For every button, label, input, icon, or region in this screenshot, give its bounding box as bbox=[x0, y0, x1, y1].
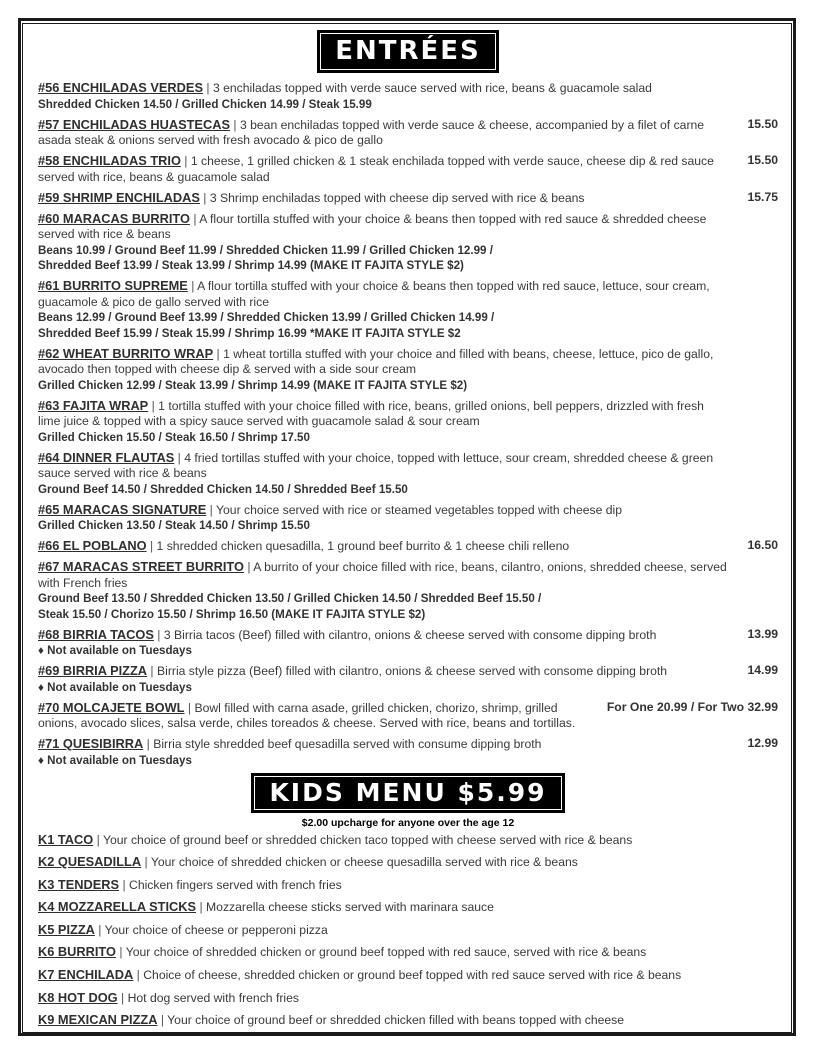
kids-item bbox=[38, 944, 778, 960]
kids-item-description: Chicken fingers served with french fries bbox=[129, 877, 342, 892]
entree-item bbox=[38, 153, 778, 185]
kids-item-name: K6 BURRITO bbox=[38, 944, 116, 960]
entree-price-line: Ground Beef 14.50 / Shredded Chicken 14.50 / Shredded Beef 15.50 bbox=[38, 482, 408, 496]
entree-item bbox=[38, 538, 778, 555]
entree-price-line: Shredded Beef 13.99 / Steak 13.99 / Shrimp 14.99 (MAKE IT FAJITA STYLE $2) bbox=[38, 259, 464, 272]
menu-page bbox=[38, 30, 778, 1035]
entree-price: 12.99 bbox=[747, 736, 778, 750]
kids-item-name: K1 TACO bbox=[38, 831, 94, 847]
kids-banner bbox=[38, 773, 778, 813]
kids-upcharge-note: $2.00 upcharge for anyone over the age 12 bbox=[301, 816, 515, 829]
kids-item-name: K4 MOZZARELLA STICKS bbox=[38, 899, 197, 915]
entree-price-line: ♦ Not available on Tuesdays bbox=[38, 753, 192, 767]
entree-price: 15.50 bbox=[747, 153, 778, 167]
entree-description: 1 shredded chicken quesadilla, 1 ground beef burrito & 1 cheese chili relleno bbox=[156, 539, 570, 553]
separator: | bbox=[187, 279, 198, 293]
separator: | bbox=[133, 968, 144, 983]
entree-price-line: Shredded Chicken 14.50 / Grilled Chicken 14.99 / Steak 15.99 bbox=[38, 97, 372, 111]
separator: | bbox=[93, 832, 103, 847]
kids-item-name: K5 PIZZA bbox=[38, 921, 95, 937]
separator: | bbox=[202, 81, 213, 95]
entree-item bbox=[38, 190, 778, 207]
separator: | bbox=[141, 855, 151, 870]
kids-item bbox=[38, 967, 778, 983]
entrees-list bbox=[38, 80, 778, 768]
entree-item bbox=[38, 663, 778, 695]
entree-name: #71 QUESIBIRRA bbox=[38, 736, 144, 751]
separator: | bbox=[213, 346, 224, 361]
separator: | bbox=[180, 154, 191, 168]
kids-item-description: Your choice of ground beef or shredded chicken filled with beans topped with cheese bbox=[167, 1013, 625, 1028]
separator: | bbox=[230, 117, 240, 132]
kids-item bbox=[38, 854, 778, 870]
entree-description: A flour tortilla stuffed with your choice & beans then topped with red sauce & shredded cheese served with rice & beans bbox=[38, 211, 707, 241]
entree-name: #57 ENCHILADAS HUASTECAS bbox=[38, 116, 230, 132]
entrees-title: ENTRÉES bbox=[317, 30, 499, 73]
entree-name: #56 ENCHILADAS VERDES bbox=[38, 80, 203, 95]
entree-price-line: Beans 12.99 / Ground Beef 13.99 / Shredded Chicken 13.99 / Grilled Chicken 14.99 / bbox=[38, 311, 495, 324]
separator: | bbox=[115, 945, 126, 960]
separator: | bbox=[196, 900, 207, 915]
entree-price: 14.99 bbox=[747, 663, 778, 677]
entree-name: #68 BIRRIA TACOS bbox=[38, 626, 154, 642]
entree-item bbox=[38, 117, 778, 149]
entree-description: 3 bean enchiladas topped with verde sauce & cheese, accompanied by a filet of carne asada steak & onions served with fresh avocado & pico de gallo bbox=[38, 117, 705, 147]
entree-name: #63 FAJITA WRAP bbox=[38, 397, 149, 413]
kids-item-name: K2 QUESADILLA bbox=[38, 854, 142, 870]
entree-description: 3 Birria tacos (Beef) filled with cilantro, onions & cheese served with consome dipping broth bbox=[163, 627, 657, 642]
entree-name: #61 BURRITO SUPREME bbox=[38, 278, 188, 293]
entree-item bbox=[38, 346, 778, 394]
separator: | bbox=[174, 450, 185, 465]
entree-name: #64 DINNER FLAUTAS bbox=[38, 449, 175, 465]
entree-description: Bowl filled with carna asade, grilled chicken, chorizo, shrimp, grilled onions, avocado slices, salsa verde, chiles toreados & cheese. Served with rice, beans and tortillas. bbox=[38, 700, 576, 730]
kids-item-description: Your choice of cheese or pepperoni pizza bbox=[104, 922, 328, 937]
entree-price: 13.99 bbox=[747, 626, 778, 641]
entree-description: A flour tortilla stuffed with your choice & beans then topped with red sauce, lettuce, sour cream, guacamole & pico de gallo served with rice bbox=[38, 279, 710, 309]
kids-item-description: Hot dog served with french fries bbox=[127, 990, 299, 1005]
separator: | bbox=[206, 502, 216, 517]
entree-name: #60 MARACAS BURRITO bbox=[38, 210, 190, 226]
kids-item bbox=[38, 877, 778, 893]
entree-description: 4 fried tortillas stuffed with your choice, topped with lettuce, sour cream, shredded cheese & green sauce served with rice & beans bbox=[38, 450, 714, 480]
kids-item-description: Mozzarella cheese sticks served with marinara sauce bbox=[206, 900, 494, 915]
separator: | bbox=[146, 539, 157, 553]
kids-item-name: K8 HOT DOG bbox=[38, 989, 118, 1005]
entree-price: 15.50 bbox=[747, 116, 778, 131]
entree-name: #65 MARACAS SIGNATURE bbox=[38, 501, 207, 517]
kids-title: KIDS MENU $5.99 bbox=[251, 773, 564, 813]
kids-item-description: Your choice of shredded chicken or ground beef topped with red sauce, served with rice & beans bbox=[125, 945, 647, 960]
separator: | bbox=[153, 627, 164, 642]
entree-item bbox=[38, 502, 778, 534]
entree-name: #66 EL POBLANO bbox=[38, 538, 147, 553]
separator: | bbox=[157, 1013, 168, 1028]
entree-item bbox=[38, 278, 778, 341]
entree-description: 3 enchiladas topped with verde sauce served with rice, beans & guacamole salad bbox=[212, 81, 652, 95]
kids-item bbox=[38, 832, 778, 848]
entree-item bbox=[38, 559, 778, 622]
entree-name: #58 ENCHILADAS TRIO bbox=[38, 153, 181, 168]
kids-list bbox=[38, 832, 778, 1029]
entree-price-line: ♦ Not available on Tuesdays bbox=[38, 680, 192, 694]
entree-name: #62 WHEAT BURRITO WRAP bbox=[38, 345, 214, 361]
kids-item-description: Your choice of ground beef or shredded chicken taco topped with cheese served with rice & beans bbox=[102, 832, 633, 847]
entree-description: A burrito of your choice filled with rice, beans, cilantro, onions, shredded cheese, served with French fries bbox=[38, 560, 727, 590]
entree-price-line: Shredded Beef 15.99 / Steak 15.99 / Shrimp 16.99 *MAKE IT FAJITA STYLE $2 bbox=[38, 326, 461, 340]
entree-price-line: Ground Beef 13.50 / Shredded Chicken 13.50 / Grilled Chicken 14.50 / Shredded Beef 15.50 / bbox=[38, 592, 542, 605]
entree-name: #69 BIRRIA PIZZA bbox=[38, 663, 148, 678]
separator: | bbox=[189, 211, 200, 226]
kids-item bbox=[38, 922, 778, 938]
separator: | bbox=[143, 737, 154, 751]
kids-item bbox=[38, 990, 778, 1006]
entree-description: 1 wheat tortilla stuffed with your choice and filled with beans, cheese, lettuce, pico de gallo, avocado then topped with cheese dip & served with a side sour cream bbox=[38, 346, 714, 376]
kids-item-name: K7 ENCHILADA bbox=[38, 967, 134, 983]
entree-price: 15.75 bbox=[747, 189, 778, 204]
entree-name: #70 MOLCAJETE BOWL bbox=[38, 699, 185, 715]
entree-description: 1 cheese, 1 grilled chicken & 1 steak enchilada topped with verde sauce, cheese dip & red sauce served with rice, beans & guacamole salad bbox=[38, 154, 714, 184]
entree-name: #67 MARACAS STREET BURRITO bbox=[38, 559, 244, 574]
entree-price: 16.50 bbox=[747, 538, 778, 552]
kids-item-name: K9 MEXICAN PIZZA bbox=[38, 1012, 158, 1028]
entree-price-line: Grilled Chicken 15.50 / Steak 16.50 / Shrimp 17.50 bbox=[38, 430, 310, 444]
separator: | bbox=[147, 664, 157, 678]
entree-item bbox=[38, 80, 778, 112]
entree-price-line: Beans 10.99 / Ground Beef 11.99 / Shredded Chicken 11.99 / Grilled Chicken 12.99 / bbox=[38, 243, 493, 257]
separator: | bbox=[119, 877, 130, 892]
entree-description: Your choice served with rice or steamed vegetables topped with cheese dip bbox=[216, 502, 623, 517]
entrees-banner bbox=[38, 30, 778, 73]
separator: | bbox=[184, 700, 195, 715]
kids-item-description: Your choice of shredded chicken or cheese quesadilla served with rice & beans bbox=[150, 855, 578, 870]
separator: | bbox=[94, 922, 105, 937]
separator: | bbox=[243, 560, 254, 574]
entree-description: Birria style pizza (Beef) filled with cilantro, onions & cheese served with consome dipping broth bbox=[156, 664, 668, 678]
kids-item bbox=[38, 899, 778, 915]
separator: | bbox=[117, 990, 128, 1005]
entree-price-line: Grilled Chicken 12.99 / Steak 13.99 / Shrimp 14.99 (MAKE IT FAJITA STYLE $2) bbox=[38, 378, 468, 392]
entree-price-line: Grilled Chicken 13.50 / Steak 14.50 / Shrimp 15.50 bbox=[38, 519, 310, 532]
separator: | bbox=[199, 190, 210, 205]
kids-item bbox=[38, 1012, 778, 1028]
entree-price-line: ♦ Not available on Tuesdays bbox=[38, 644, 192, 657]
entree-item bbox=[38, 627, 778, 659]
entree-item bbox=[38, 211, 778, 274]
entree-item bbox=[38, 736, 778, 768]
entree-item bbox=[38, 450, 778, 498]
kids-item-description: Choice of cheese, shredded chicken or ground beef topped with red sauce served with rice & beans bbox=[143, 968, 682, 983]
entree-item bbox=[38, 398, 778, 446]
entree-name: #59 SHRIMP ENCHILADAS bbox=[38, 189, 200, 205]
entree-price: For One 20.99 / For Two 32.99 bbox=[606, 699, 778, 714]
entree-item bbox=[38, 700, 778, 732]
entree-price-line: Steak 15.50 / Chorizo 15.50 / Shrimp 16.50 (MAKE IT FAJITA STYLE $2) bbox=[38, 607, 426, 621]
entree-description: 1 tortilla stuffed with your choice filled with rice, beans, grilled onions, bell peppers, drizzled with fresh lime juice & topped with a spicy sauce served with guacamole salad & sour cream bbox=[38, 398, 704, 428]
separator: | bbox=[148, 398, 159, 413]
entree-description: 3 Shrimp enchiladas topped with cheese dip served with rice & beans bbox=[209, 190, 585, 205]
entree-description: Birria style shredded beef quesadilla served with consume dipping broth bbox=[153, 737, 542, 751]
kids-item-name: K3 TENDERS bbox=[38, 876, 120, 892]
